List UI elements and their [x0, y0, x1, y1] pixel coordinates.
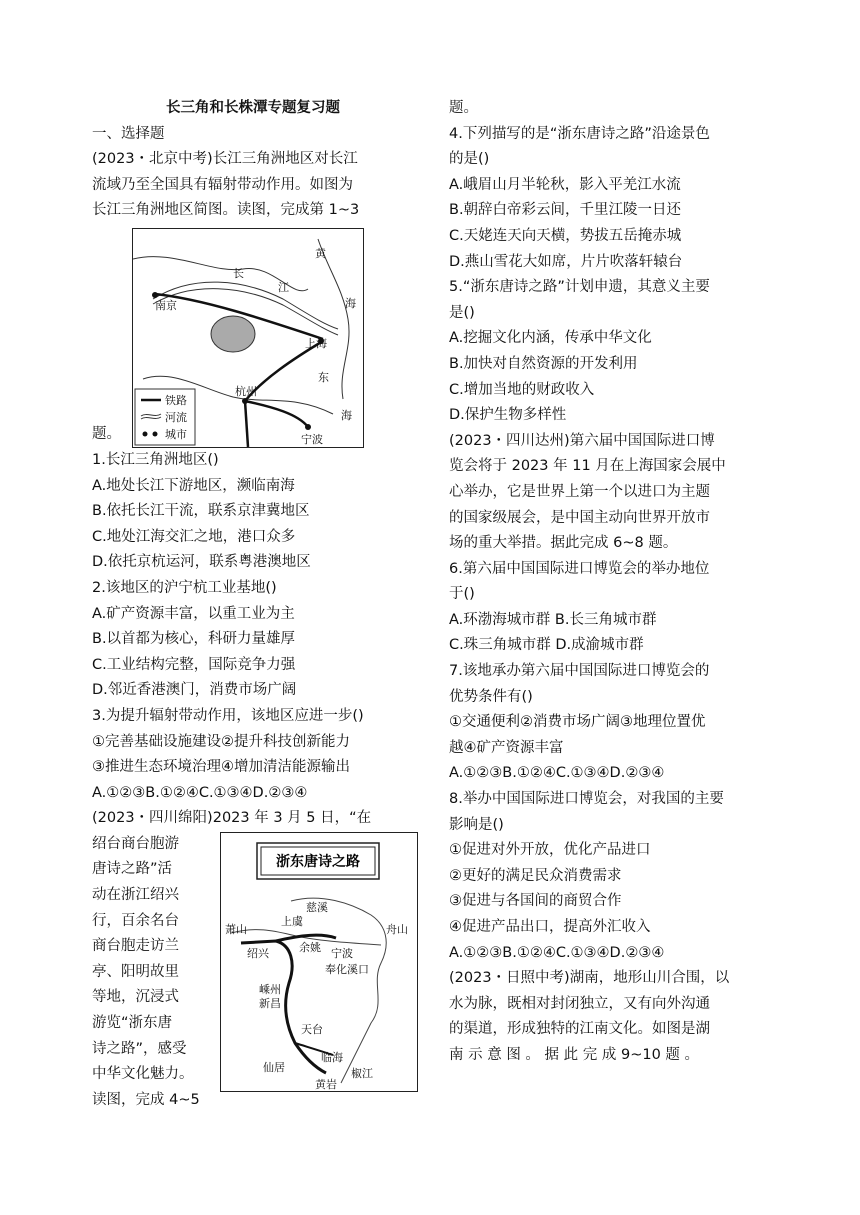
text-line: 影响是() — [449, 816, 504, 833]
legend-label: 铁路 — [165, 393, 187, 407]
text-line: 优势条件有() — [449, 688, 533, 705]
figure2-block — [92, 832, 414, 1122]
question-line: 3.为提升辐射带动作用，该地区应进一步() — [92, 707, 364, 724]
map-label: 海 — [345, 296, 356, 310]
option-line: C.工业结构完整，国际竞争力强 — [92, 656, 296, 673]
map-label: 宁波 — [301, 432, 323, 446]
text-line: 的国家级展会，是中国主动向世界开放市 — [449, 509, 710, 526]
text-line: C.增加当地的财政收入 — [449, 381, 595, 398]
figure-row — [92, 224, 414, 448]
option-line: B.依托长江干流，联系京津冀地区 — [92, 503, 310, 520]
text-line: C.天姥连天向天横，势拔五岳掩赤城 — [449, 227, 682, 244]
text-line: 场的重大举措。据此完成 6~8 题。 — [449, 535, 678, 552]
text-line: 题。 — [449, 100, 478, 116]
text-line: ④促进产品出口，提高外汇收入 — [449, 919, 651, 935]
text-line: 心举办，它是世界上第一个以进口为主题 — [449, 483, 710, 500]
wrapped-line: 中华文化魅力。 — [92, 1066, 194, 1083]
option-line: D.依托京杭运河，联系粤港澳地区 — [92, 554, 311, 571]
intro-line: (2023・四川绵阳)2023 年 3 月 5 日，“在 — [92, 810, 372, 827]
text-line: 6.第六届中国国际进口博览会的举办地位 — [449, 560, 710, 577]
text-line: (2023・日照中考)湖南，地形山川合围，以 — [449, 970, 730, 987]
text-line: 的是() — [449, 151, 490, 168]
map-label: 椒江 — [351, 1066, 373, 1080]
option-line: A.①②③B.①②④C.①③④D.②③④ — [92, 784, 308, 801]
map-label: 萧山 — [225, 922, 247, 936]
text-line: 是() — [449, 304, 475, 321]
text-line: ②更好的满足民众消费需求 — [449, 867, 622, 884]
yangtze-delta-map — [132, 228, 364, 448]
text-line: 越④矿产资源丰富 — [449, 739, 564, 756]
text-line: B.加快对自然资源的开发利用 — [449, 355, 638, 372]
text-line: A.峨眉山月半轮秋，影入平羌江水流 — [449, 176, 681, 193]
map-label: 余姚 — [299, 940, 321, 954]
left-column — [92, 96, 414, 1122]
text-line: A.环渤海城市群 B.长三角城市群 — [449, 611, 657, 628]
legend-label: 城市 — [165, 427, 187, 441]
legend-label: 河流 — [165, 410, 187, 424]
wrapped-line: 动在浙江绍兴 — [92, 887, 179, 904]
question-line: 1.长江三角洲地区() — [92, 451, 219, 468]
section-heading: 一、选择题 — [92, 125, 165, 142]
map-title: 浙东唐诗之路 — [276, 853, 360, 870]
tang-poetry-road-map — [220, 832, 418, 1092]
text-line: 水为脉，既相对封闭独立，又有向外沟通 — [449, 995, 710, 1012]
map-label: 舟山 — [386, 922, 408, 936]
text-line: D.燕山雪花大如席，片片吹落轩辕台 — [449, 253, 683, 270]
map-label: 临海 — [321, 1050, 343, 1064]
text-line: ③促进与各国间的商贸合作 — [449, 893, 622, 910]
map-label: 仙居 — [263, 1060, 285, 1074]
map-label: 奉化溪口 — [325, 962, 369, 976]
text-line: ①交通便利②消费市场广阔③地理位置优 — [449, 714, 706, 731]
map-label: 黄岩 — [315, 1077, 337, 1091]
option-line: B.以首都为核心，科研力量雄厚 — [92, 631, 296, 648]
wrapped-line: 唐诗之路”活 — [92, 861, 173, 878]
map-label: 绍兴 — [247, 946, 269, 960]
map-label: 上虞 — [281, 914, 303, 928]
wrapped-line: 绍台商台胞游 — [92, 835, 179, 852]
map-label: 新昌 — [259, 996, 281, 1010]
text-line: ①促进对外开放，优化产品进口 — [449, 842, 651, 859]
text-line: 于() — [449, 586, 475, 603]
intro-line: (2023・北京中考)长江三角洲地区对长江 — [92, 151, 358, 168]
figure2-wrapped-text — [92, 832, 210, 1114]
text-line: A.①②③B.①②④C.①③④D.②③④ — [449, 944, 665, 961]
question-line: 2.该地区的沪宁杭工业基地() — [92, 579, 277, 596]
wrapped-line: 诗之路”，感受 — [92, 1040, 187, 1057]
map-label: 长 — [233, 266, 244, 280]
text-line: 览会将于 2023 年 11 月在上海国家会展中 — [449, 458, 726, 475]
wrapped-line: 等地，沉浸式 — [92, 989, 179, 1006]
text-line: 8.举办中国国际进口博览会，对我国的主要 — [449, 791, 724, 808]
wrapped-line: 游览“浙东唐 — [92, 1015, 173, 1032]
text-line: 的渠道，形成独特的江南文化。如图是湖 — [449, 1021, 710, 1038]
document-title: 长三角和长株潭专题复习题 — [166, 100, 340, 116]
wrapped-line: 亭、阳明故里 — [92, 963, 179, 980]
option-line: D.邻近香港澳门，消费市场广阔 — [92, 682, 297, 699]
text-line: A.挖掘文化内涵，传承中华文化 — [449, 330, 652, 347]
right-column — [449, 96, 771, 1069]
text-line: B.朝辞白帝彩云间，千里江陵一日还 — [449, 202, 682, 219]
option-line: A.地处长江下游地区，濒临南海 — [92, 477, 295, 494]
wrapped-line: 商台胞走访兰 — [92, 938, 179, 955]
text-line: C.珠三角城市群 D.成渝城市群 — [449, 637, 644, 654]
intro-line: 长江三角洲地区简图。读图，完成第 1~3 — [92, 202, 360, 219]
map-label: 南京 — [155, 298, 177, 312]
text-line: 南 示 意 图 。 据 此 完 成 9~10 题 。 — [449, 1046, 700, 1063]
map-label: 慈溪 — [306, 900, 328, 914]
text-line: (2023・四川达州)第六届中国国际进口博 — [449, 432, 715, 449]
map-label: 天台 — [301, 1022, 323, 1036]
option-line: A.矿产资源丰富，以重工业为主 — [92, 605, 295, 622]
text-line: A.①②③B.①②④C.①③④D.②③④ — [449, 765, 665, 782]
map-label: 嵊州 — [259, 982, 281, 996]
text-line: 7.该地承办第六届中国国际进口博览会的 — [449, 663, 710, 680]
option-line: ①完善基础设施建设②提升科技创新能力 — [92, 733, 350, 750]
option-line: ③推进生态环境治理④增加清洁能源输出 — [92, 759, 350, 776]
text-line: 4.下列描写的是“浙东唐诗之路”沿途景色 — [449, 125, 710, 142]
wrapped-line: 读图，完成 4~5 — [92, 1091, 200, 1108]
option-line: C.地处江海交汇之地，港口众多 — [92, 528, 296, 545]
wrapped-line: 行，百余名台 — [92, 912, 179, 929]
text-line: D.保护生物多样性 — [449, 407, 567, 424]
map-label: 海 — [341, 408, 352, 422]
map-label: 上海 — [305, 336, 327, 350]
text-line: 5.“浙东唐诗之路”计划申遗，其意义主要 — [449, 279, 710, 296]
intro-tail: 题。 — [92, 426, 121, 443]
map-label: 东 — [318, 370, 329, 384]
map-label: 黄 — [315, 246, 326, 260]
map-label: 江 — [278, 280, 289, 294]
map-label: 杭州 — [235, 384, 257, 398]
intro-line: 流域乃至全国具有辐射带动作用。如图为 — [92, 176, 353, 193]
map-label: 宁波 — [331, 946, 353, 960]
